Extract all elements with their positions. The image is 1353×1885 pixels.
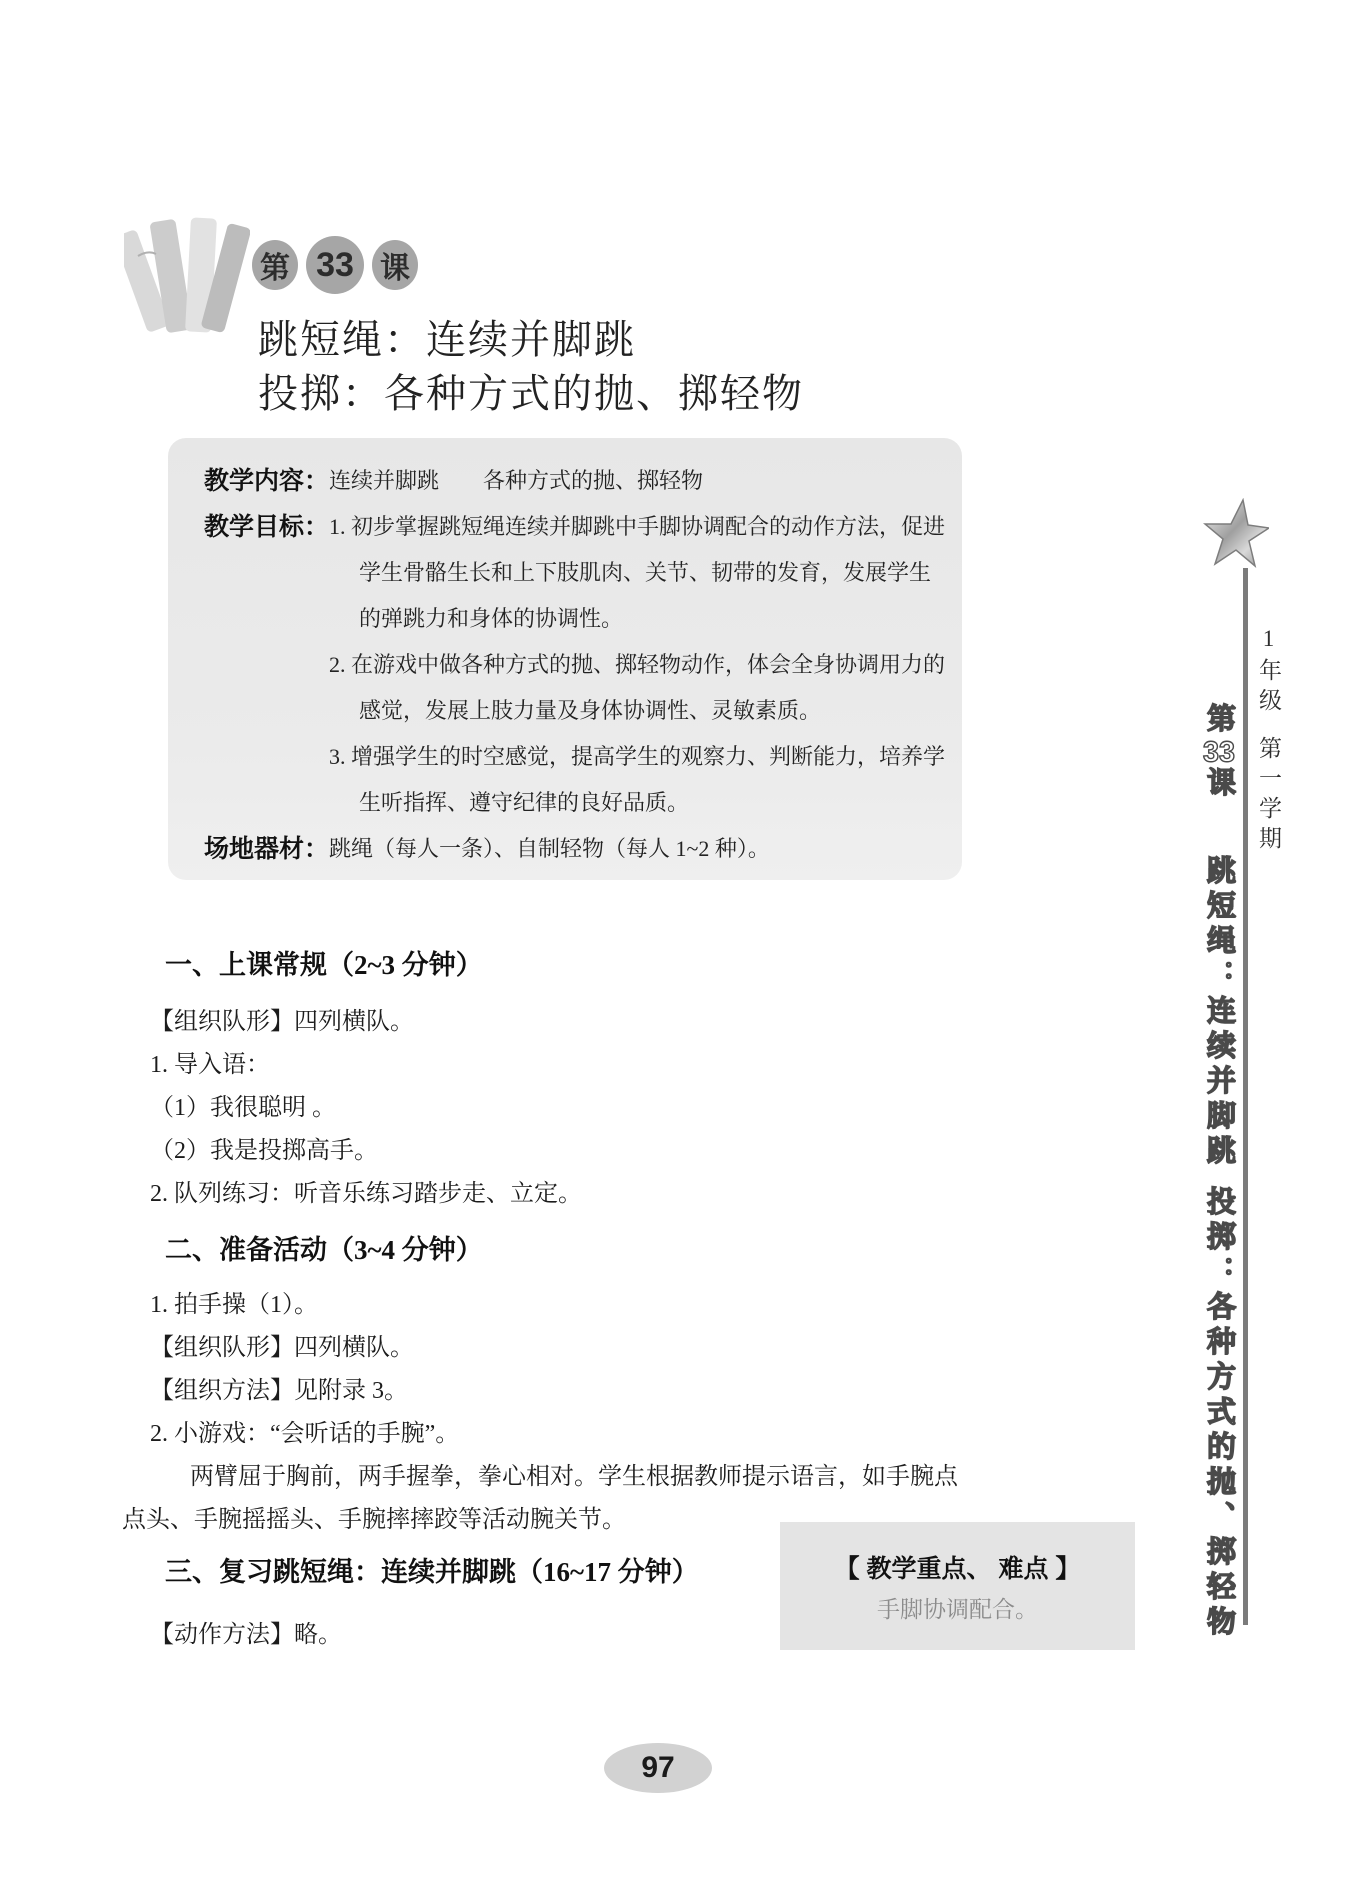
- body-line: 【组织队形】四列横队。: [150, 1335, 414, 1361]
- content-value: 连续并脚跳 各种方式的抛、掷轻物: [329, 468, 704, 493]
- badge-number: 33: [306, 236, 364, 294]
- objective-item: 1. 初步掌握跳短绳连续并脚跳中手脚协调配合的动作方法，促进学生骨骼生长和上下肢肌肉、关节、韧带的发育，发展学生的弹跳力和身体的协调性。: [329, 514, 946, 631]
- section2-heading: 二、准备活动（3~4 分钟）: [165, 1235, 483, 1265]
- star-icon: [1203, 498, 1269, 570]
- key-points-title: 【 教学重点、 难点 】: [834, 1554, 1081, 1583]
- body-line: （1）我很聪明 。: [150, 1095, 336, 1121]
- objective-item: 3. 增强学生的时空感觉，提高学生的观察力、判断能力，培养学生听指挥、遵守纪律的良好品质。: [329, 744, 946, 815]
- section3-heading: 三、复习跳短绳：连续并脚跳（16~17 分钟）: [165, 1557, 699, 1587]
- key-points-box: [780, 1522, 1135, 1650]
- page-title-line1: 跳短绳：连续并脚跳: [258, 317, 636, 362]
- body-line: （2）我是投掷高手。: [150, 1138, 378, 1164]
- sidebar-topic1: 跳短绳：连续并脚跳: [1203, 855, 1235, 1170]
- sidebar-lesson-number: [1199, 703, 1240, 802]
- objectives-label: 教学目标：: [204, 513, 330, 541]
- body-line: 1. 拍手操（1）。: [150, 1292, 318, 1318]
- page-number-value: 97: [641, 1751, 675, 1784]
- body-line: 【组织方法】见附录 3。: [150, 1378, 408, 1404]
- badge-suffix: 课: [372, 240, 418, 290]
- sidebar-lesson-prefix: 第: [1203, 703, 1235, 738]
- sidebar-grade: 1年级: [1256, 626, 1281, 718]
- body-line: 2. 队列练习：听音乐练习踏步走、立定。: [150, 1181, 582, 1207]
- page-title-line2: 投掷：各种方式的抛、掷轻物: [258, 371, 804, 416]
- sidebar-topic2: 投掷：各种方式的抛、掷轻物: [1203, 1186, 1235, 1641]
- badge-prefix: 第: [252, 240, 298, 290]
- lesson-badge: [252, 236, 418, 294]
- body-line: 1. 导入语：: [150, 1052, 270, 1078]
- books-icon: [124, 196, 250, 336]
- equipment-value: 跳绳（每人一条）、自制轻物（每人 1~2 种）。: [329, 836, 770, 861]
- body-line: 【组织队形】四列横队。: [150, 1009, 414, 1035]
- sidebar-term: 第一学期: [1256, 736, 1281, 856]
- content-label: 教学内容：: [204, 467, 330, 495]
- page-number: [604, 1743, 712, 1793]
- equipment-label: 场地器材：: [204, 835, 330, 863]
- sidebar-rule: [1243, 568, 1248, 1625]
- sidebar-lesson-num: 33: [1203, 738, 1235, 767]
- info-row-objectives: [204, 504, 948, 826]
- lesson-info-box: [168, 438, 962, 880]
- key-points-text: 手脚协调配合。: [877, 1595, 1038, 1622]
- objective-item: 2. 在游戏中做各种方式的抛、掷轻物动作，体会全身协调用力的感觉，发展上肢力量及身体协调性、灵敏素质。: [329, 652, 946, 723]
- info-row-equipment: [204, 826, 948, 872]
- body-line: 【动作方法】略。: [150, 1622, 342, 1648]
- body-paragraph: 两臂屈于胸前，两手握拳，拳心相对。学生根据教师提示语言，如手腕点点头、手腕摇摇头、手腕摔摔跤等活动腕关节。: [122, 1464, 958, 1533]
- info-row-content: [204, 458, 948, 504]
- body-line: 2. 小游戏：“会听话的手腕”。: [150, 1421, 460, 1447]
- section1-heading: 一、上课常规（2~3 分钟）: [165, 950, 483, 980]
- sidebar-lesson-suffix: 课: [1203, 767, 1235, 802]
